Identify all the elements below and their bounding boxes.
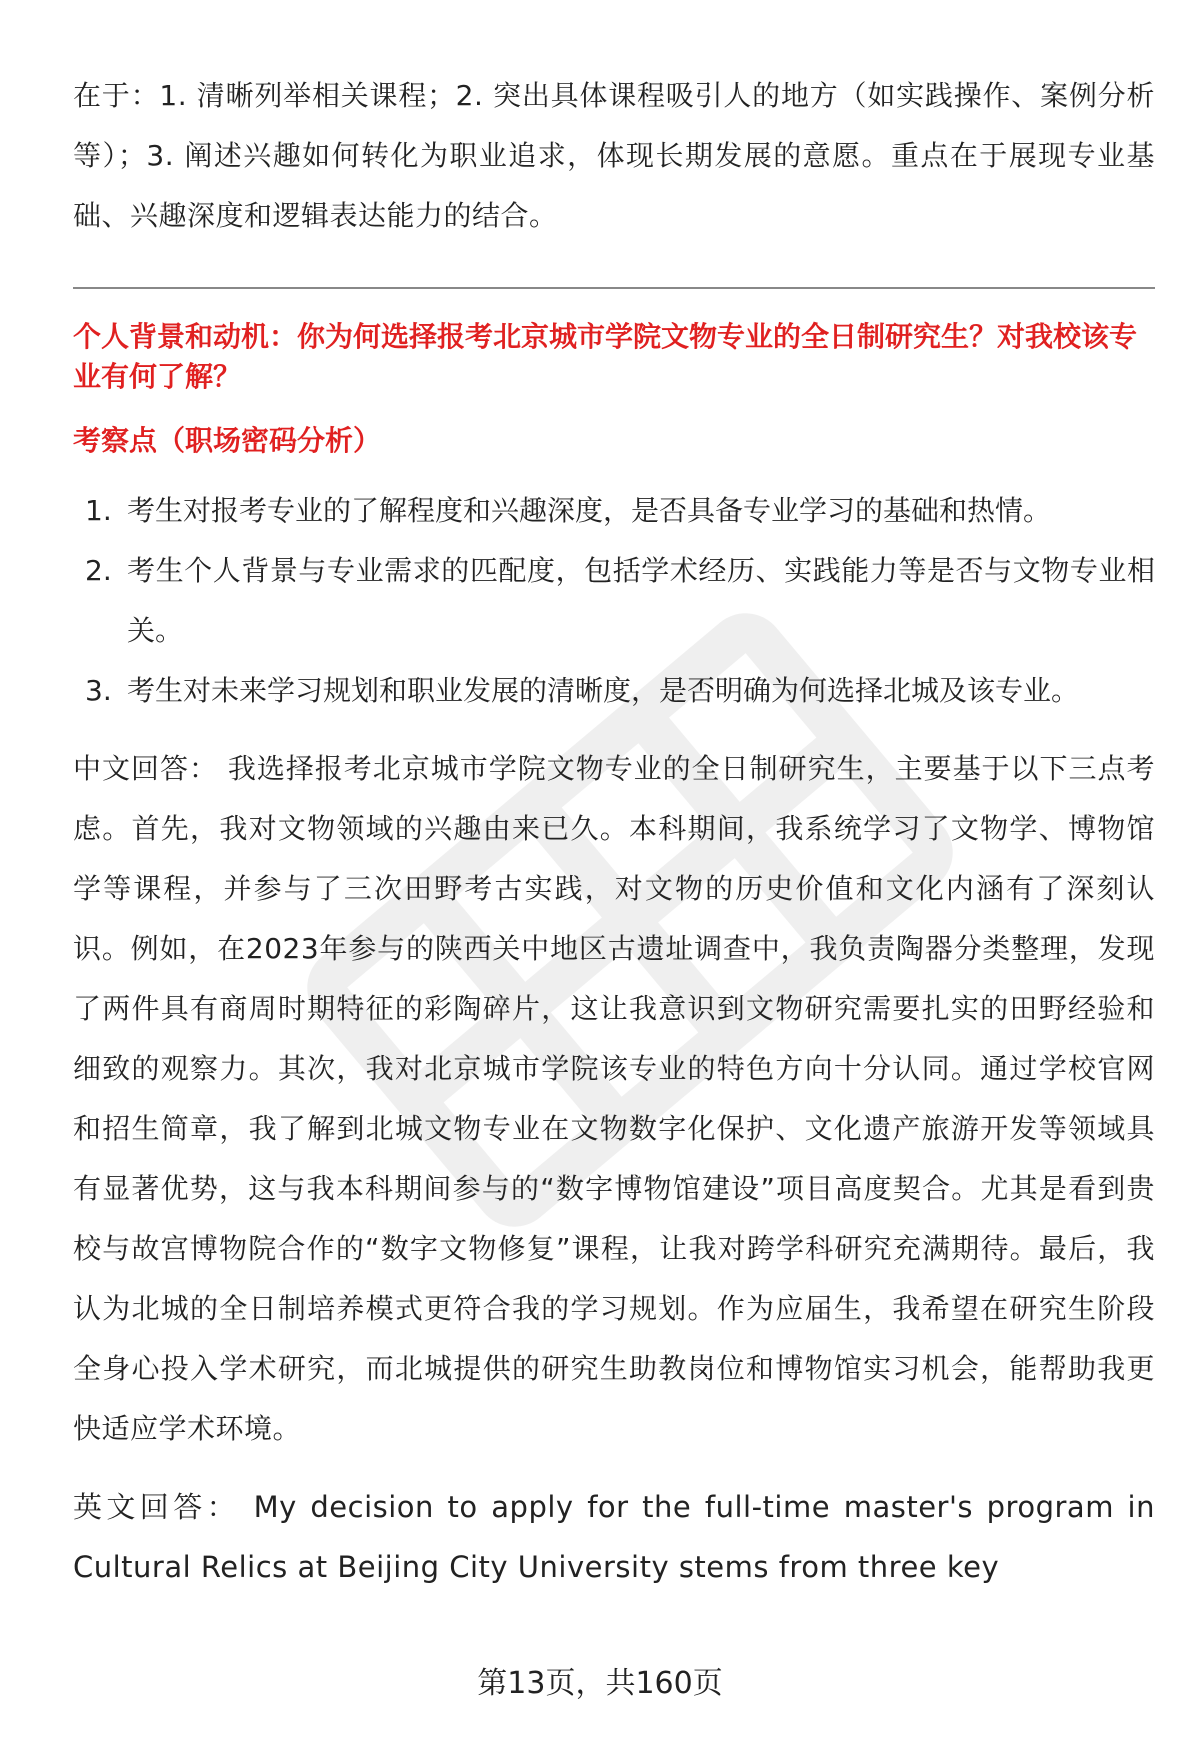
list-item-text: 考生对报考专业的了解程度和兴趣深度，是否具备专业学习的基础和热情。: [127, 494, 1052, 527]
list-item-text: 考生个人背景与专业需求的匹配度，包括学术经历、实践能力等是否与文物专业相关。: [127, 554, 1155, 647]
list-item: [73, 481, 1155, 541]
exam-points-title: 考察点（职场密码分析）: [73, 424, 382, 457]
list-item: [73, 541, 1155, 661]
main-content: [73, 66, 1155, 1597]
chinese-answer: 中文回答： 我选择报考北京城市学院文物专业的全日制研究生，主要基于以下三点考虑。首先，我对文物领域的兴趣由来已久。本科期间，我系统学习了文物学、博物馆学等课程，并参与了三次田野考古实践，对文物的历史价值和文化内涵有了深刻认识。例如，在2023年参与的陕西关中地区古遗址调查中，我负责陶器分类整理，发现了两件具有商周时期特征的彩陶碎片，这让我意识到文物研究需要扎实的田野经验和细致的观察力。其次，我对北京城市学院该专业的特色方向十分认同。通过学校官网和招生简章，我了解到北城文物专业在文物数字化保护、文化遗产旅游开发等领域具有显著优势，这与我本科期间参与的“数字博物馆建设”项目高度契合。尤其是看到贵校与故宫博物院合作的“数字文物修复”课程，让我对跨学科研究充满期待。最后，我认为北城的全日制培养模式更符合我的学习规划。作为应届生，我希望在研究生阶段全身心投入学术研究，而北城提供的研究生助教岗位和博物馆实习机会，能帮助我更快适应学术环境。: [73, 752, 1155, 1445]
list-item-text: 考生对未来学习规划和职业发展的清晰度，是否明确为何选择北城及该专业。: [127, 674, 1080, 707]
section-divider: [73, 287, 1155, 289]
list-item-number: 2.: [85, 554, 112, 587]
exam-points-list: [73, 481, 1155, 721]
list-item-number: 1.: [85, 494, 112, 527]
question-heading: 个人背景和动机：你为何选择报考北京城市学院文物专业的全日制研究生？对我校该专业有何了解？: [73, 320, 1138, 393]
page-footer: 第13页，共160页: [477, 1666, 723, 1701]
list-item-number: 3.: [85, 674, 112, 707]
list-item: [73, 661, 1155, 721]
intro-paragraph: 在于：1. 清晰列举相关课程；2. 突出具体课程吸引人的地方（如实践操作、案例分析等）；3. 阐述兴趣如何转化为职业追求，体现长期发展的意愿。重点在于展现专业基础、兴趣深度和逻辑表达能力的结合。: [73, 79, 1155, 232]
english-answer: 英文回答： My decision to apply for the full-time master's program in Cultural Relics at Beijing City University stems from three key: [73, 1490, 1155, 1584]
